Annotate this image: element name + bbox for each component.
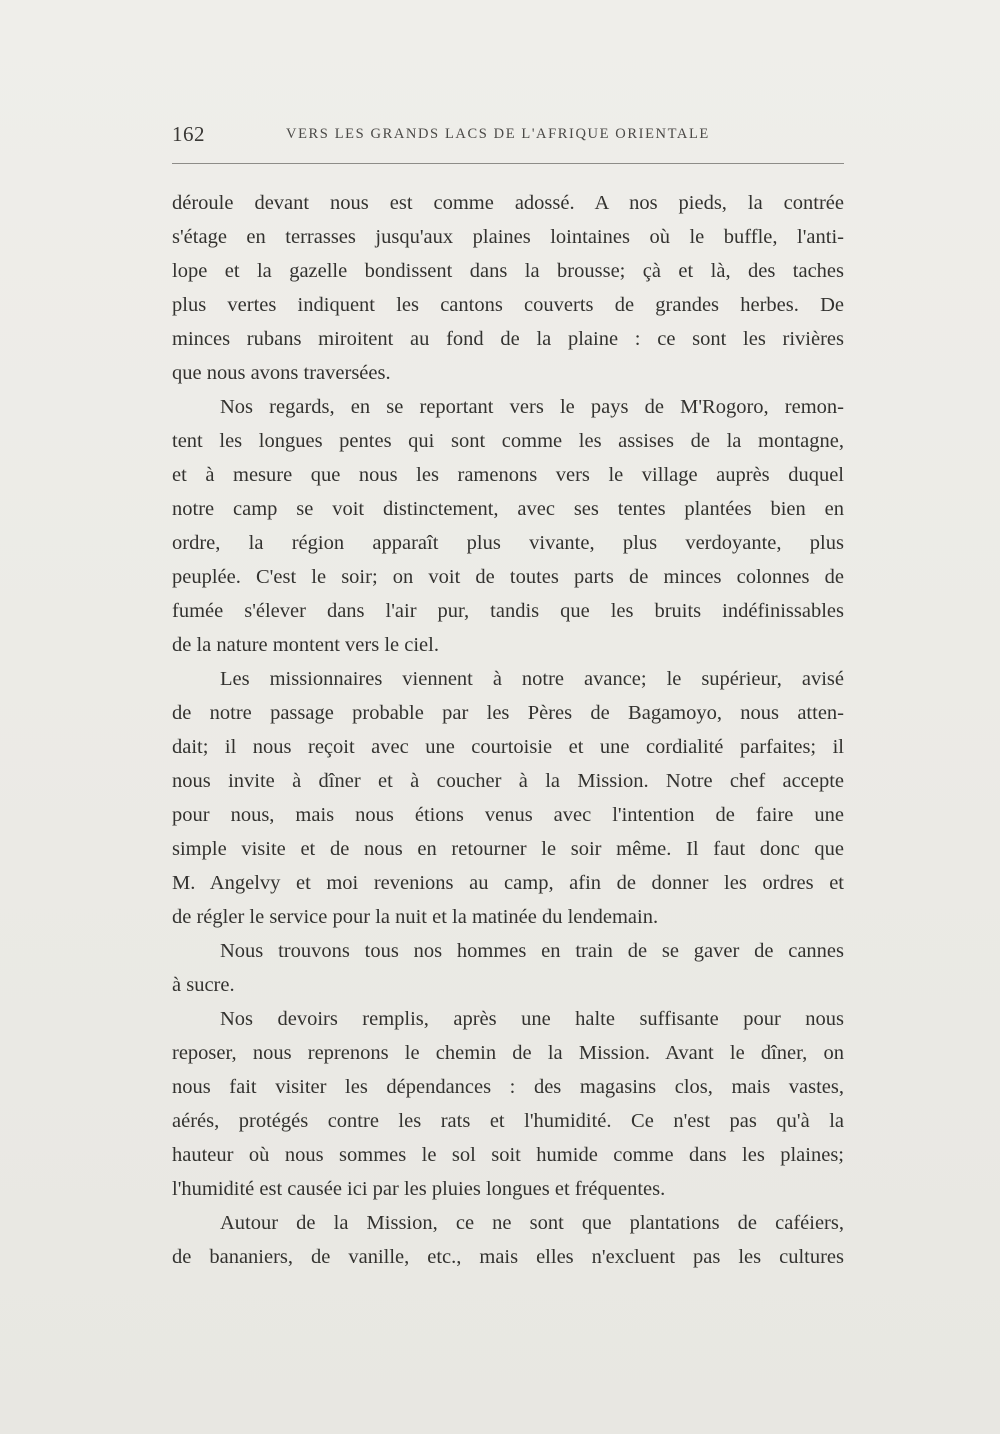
text-line: minces rubans miroitent au fond de la plaine : ce sont les rivières xyxy=(172,328,844,350)
text-line: que nous avons traversées. xyxy=(172,362,391,384)
text-line: de régler le service pour la nuit et la matinée du lendemain. xyxy=(172,906,659,928)
text-line: déroule devant nous est comme adossé. A nos pieds, la contrée xyxy=(172,192,844,214)
header-rule xyxy=(172,163,844,164)
text-line: ordre, la région apparaît plus vivante, plus verdoyante, plus xyxy=(172,532,844,554)
text-line: et à mesure que nous les ramenons vers le village auprès duquel xyxy=(172,464,844,486)
text-line: hauteur où nous sommes le sol soit humide comme dans les plaines; xyxy=(172,1144,844,1166)
text-line: de notre passage probable par les Pères de Bagamoyo, nous atten- xyxy=(172,702,844,724)
text-line: à sucre. xyxy=(172,974,235,996)
text-line: M. Angelvy et moi revenions au camp, afin de donner les ordres et xyxy=(172,872,844,894)
text-line: nous fait visiter les dépendances : des magasins clos, mais vastes, xyxy=(172,1076,844,1098)
text-line: s'étage en terrasses jusqu'aux plaines lointaines où le buffle, l'anti- xyxy=(172,226,844,248)
text-line: de la nature montent vers le ciel. xyxy=(172,634,439,656)
text-line: Autour de la Mission, ce ne sont que plantations de caféiers, xyxy=(220,1212,844,1234)
text-line: Nous trouvons tous nos hommes en train de se gaver de cannes xyxy=(220,940,844,962)
text-line: reposer, nous reprenons le chemin de la Mission. Avant le dîner, on xyxy=(172,1042,844,1064)
text-line: notre camp se voit distinctement, avec ses tentes plantées bien en xyxy=(172,498,844,520)
text-line: nous invite à dîner et à coucher à la Mission. Notre chef accepte xyxy=(172,770,844,792)
page-number: 162 xyxy=(172,122,205,146)
text-line: aérés, protégés contre les rats et l'humidité. Ce n'est pas qu'à la xyxy=(172,1110,844,1132)
text-line: peuplée. C'est le soir; on voit de toutes parts de minces colonnes de xyxy=(172,566,844,588)
text-line: Nos regards, en se reportant vers le pays de M'Rogoro, remon- xyxy=(220,396,844,418)
text-line: plus vertes indiquent les cantons couverts de grandes herbes. De xyxy=(172,294,844,316)
text-line: Les missionnaires viennent à notre avance; le supérieur, avisé xyxy=(220,668,844,690)
text-line: dait; il nous reçoit avec une courtoisie et une cordialité parfaites; il xyxy=(172,736,844,758)
running-header xyxy=(172,122,844,152)
text-line: de bananiers, de vanille, etc., mais elles n'excluent pas les cultures xyxy=(172,1246,844,1268)
text-line: simple visite et de nous en retourner le soir même. Il faut donc que xyxy=(172,838,844,860)
body-text xyxy=(172,186,844,1296)
text-line: lope et la gazelle bondissent dans la brousse; çà et là, des taches xyxy=(172,260,844,282)
running-title: VERS LES GRANDS LACS DE L'AFRIQUE ORIENTALE xyxy=(286,126,710,142)
text-line: fumée s'élever dans l'air pur, tandis que les bruits indéfinissables xyxy=(172,600,844,622)
text-line: pour nous, mais nous étions venus avec l'intention de faire une xyxy=(172,804,844,826)
text-line: Nos devoirs remplis, après une halte suffisante pour nous xyxy=(220,1008,844,1030)
text-line: tent les longues pentes qui sont comme les assises de la montagne, xyxy=(172,430,844,452)
text-line: l'humidité est causée ici par les pluies longues et fréquentes. xyxy=(172,1178,666,1200)
